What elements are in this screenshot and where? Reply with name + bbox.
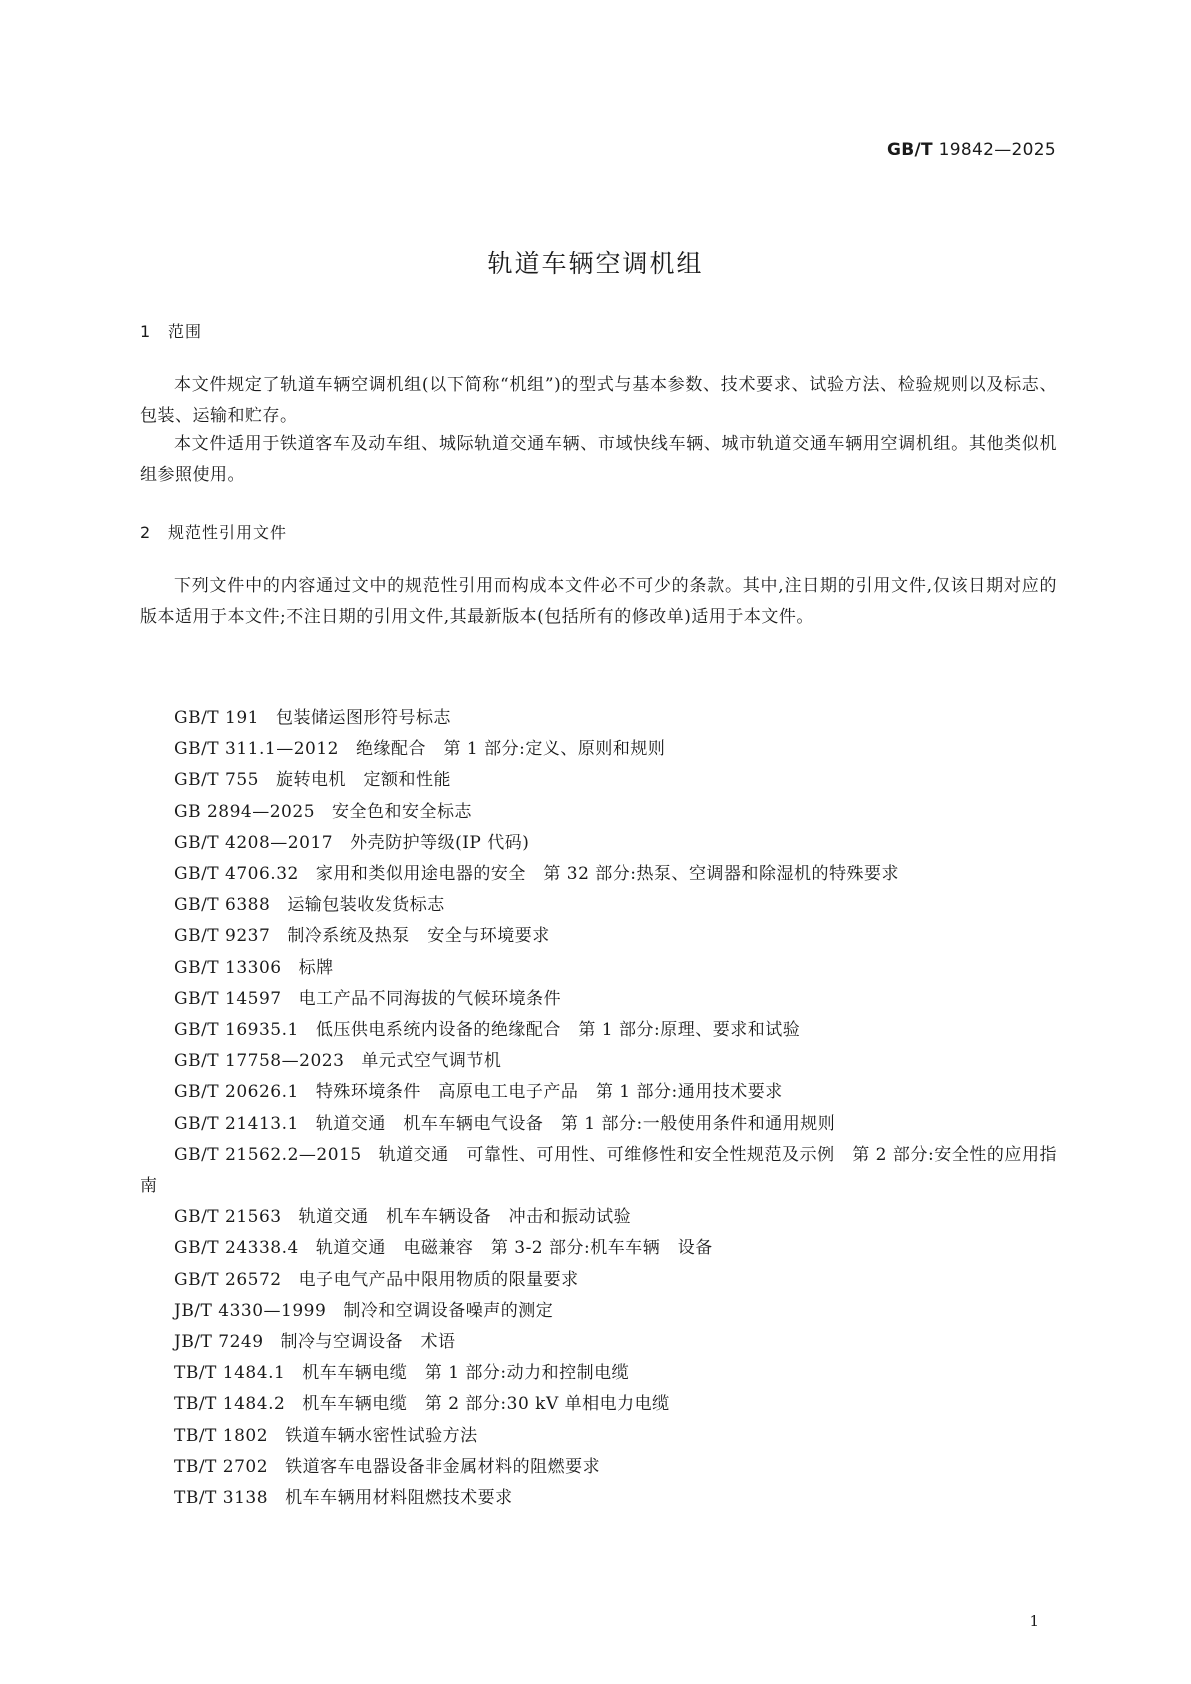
reference-item [140, 1389, 1057, 1420]
reference-code: GB/T 9237 [174, 926, 271, 947]
reference-title: 制冷系统及热泵 安全与环境要求 [287, 926, 550, 947]
reference-item [140, 1202, 1057, 1233]
reference-code: JB/T 4330—1999 [174, 1300, 327, 1321]
reference-code: GB/T 4706.32 [174, 864, 299, 885]
reference-item [140, 1296, 1057, 1327]
reference-title: 电子电气产品中限用物质的限量要求 [298, 1269, 579, 1290]
reference-code: TB/T 1484.1 [174, 1363, 286, 1384]
reference-item [140, 859, 1057, 890]
reference-item [140, 765, 1057, 796]
reference-code: GB/T 26572 [174, 1269, 282, 1290]
reference-code: GB/T 21562.2—2015 [174, 1144, 362, 1165]
section-1-number: 1 [140, 322, 152, 341]
reference-item [140, 1483, 1057, 1514]
reference-title: 家用和类似用途电器的安全 第 32 部分:热泵、空调器和除湿机的特殊要求 [315, 864, 900, 885]
section-2-number: 2 [140, 523, 152, 542]
reference-title: 轨道交通 可靠性、可用性、可维修性和安全性规范及示例 第 2 部分:安全性的应用指南 [140, 1144, 1057, 1197]
reference-code: TB/T 1484.2 [174, 1394, 286, 1415]
section-1-title: 范围 [168, 322, 203, 341]
document-title: 轨道车辆空调机组 [487, 249, 704, 278]
reference-code: GB/T 311.1—2012 [174, 739, 339, 760]
reference-title: 低压供电系统内设备的绝缘配合 第 1 部分:原理、要求和试验 [315, 1020, 801, 1041]
reference-item [140, 1358, 1057, 1389]
standard-prefix: GB/T [887, 140, 933, 160]
reference-title: 安全色和安全标志 [332, 801, 473, 822]
reference-code: GB 2894—2025 [174, 801, 316, 822]
section-1-paragraph: 本文件规定了轨道车辆空调机组(以下简称“机组”)的型式与基本参数、技术要求、试验方法、检验规则以及标志、包装、运输和贮存。 [140, 375, 1057, 426]
reference-item [140, 1452, 1057, 1483]
reference-title: 轨道交通 机车车辆设备 冲击和振动试验 [298, 1207, 632, 1228]
reference-title: 机车车辆用材料阻燃技术要求 [285, 1488, 513, 1509]
reference-title: 机车车辆电缆 第 2 部分:30 kV 单相电力电缆 [302, 1394, 670, 1415]
section-2-title: 规范性引用文件 [168, 523, 288, 542]
reference-item [140, 1233, 1057, 1264]
reference-title: 旋转电机 定额和性能 [276, 770, 451, 791]
reference-code: GB/T 14597 [174, 988, 282, 1009]
reference-title: 制冷和空调设备噪声的测定 [343, 1300, 554, 1321]
reference-item [140, 1109, 1057, 1140]
reference-code: GB/T 24338.4 [174, 1238, 299, 1259]
reference-code: GB/T 21563 [174, 1207, 282, 1228]
reference-code: TB/T 1802 [174, 1425, 269, 1446]
page-number: 1 [1029, 1612, 1039, 1630]
reference-item [140, 797, 1057, 828]
standard-code: 19842—2025 [938, 140, 1056, 160]
section-1-heading [140, 319, 202, 342]
reference-code: GB/T 6388 [174, 895, 271, 916]
reference-code: GB/T 13306 [174, 957, 282, 978]
reference-code: TB/T 3138 [174, 1488, 269, 1509]
reference-title: 单元式空气调节机 [361, 1051, 502, 1072]
reference-code: JB/T 7249 [174, 1332, 264, 1353]
reference-title: 铁道车辆水密性试验方法 [285, 1425, 478, 1446]
reference-item [140, 1140, 1057, 1202]
reference-item [140, 1046, 1057, 1077]
reference-code: GB/T 17758—2023 [174, 1051, 345, 1072]
standard-number [887, 140, 1056, 160]
reference-item [140, 984, 1057, 1015]
reference-title: 特殊环境条件 高原电工电子产品 第 1 部分:通用技术要求 [315, 1082, 783, 1103]
reference-title: 轨道交通 机车车辆电气设备 第 1 部分:一般使用条件和通用规则 [315, 1113, 836, 1134]
reference-item [140, 890, 1057, 921]
reference-item [140, 953, 1057, 984]
reference-item [140, 1421, 1057, 1452]
section-2-heading [140, 520, 287, 543]
reference-item [140, 734, 1057, 765]
reference-title: 绝缘配合 第 1 部分:定义、原则和规则 [355, 739, 666, 760]
reference-code: GB/T 755 [174, 770, 259, 791]
reference-title: 标牌 [298, 957, 334, 978]
reference-code: GB/T 20626.1 [174, 1082, 299, 1103]
reference-item [140, 703, 1057, 734]
reference-title: 包装储运图形符号标志 [276, 708, 451, 728]
reference-title: 铁道客车电器设备非金属材料的阻燃要求 [285, 1456, 601, 1477]
reference-item [140, 1327, 1057, 1358]
section-1-paragraph: 本文件适用于铁道客车及动车组、城际轨道交通车辆、市域快线车辆、城市轨道交通车辆用空调机组。其他类似机组参照使用。 [140, 434, 1057, 485]
reference-item [140, 828, 1057, 859]
reference-item [140, 1077, 1057, 1108]
reference-title: 制冷与空调设备 术语 [280, 1332, 456, 1353]
reference-title: 外壳防护等级(IP 代码) [350, 832, 530, 853]
section-2-intro: 下列文件中的内容通过文中的规范性引用而构成本文件必不可少的条款。其中,注日期的引用文件,仅该日期对应的版本适用于本文件;不注日期的引用文件,其最新版本(包括所有的修改单)适用于本文件。 [140, 576, 1057, 627]
reference-item [140, 921, 1057, 952]
reference-title: 电工产品不同海拔的气候环境条件 [298, 988, 562, 1009]
reference-title: 运输包装收发货标志 [287, 895, 445, 916]
reference-code: GB/T 21413.1 [174, 1113, 299, 1134]
reference-code: GB/T 4208—2017 [174, 832, 334, 853]
reference-title: 轨道交通 电磁兼容 第 3-2 部分:机车车辆 设备 [315, 1238, 713, 1259]
reference-item [140, 1265, 1057, 1296]
reference-title: 机车车辆电缆 第 1 部分:动力和控制电缆 [302, 1363, 630, 1384]
reference-code: GB/T 191 [174, 708, 259, 728]
reference-item [140, 1015, 1057, 1046]
reference-code: TB/T 2702 [174, 1456, 269, 1477]
reference-code: GB/T 16935.1 [174, 1020, 299, 1041]
reference-list [140, 703, 1057, 1514]
